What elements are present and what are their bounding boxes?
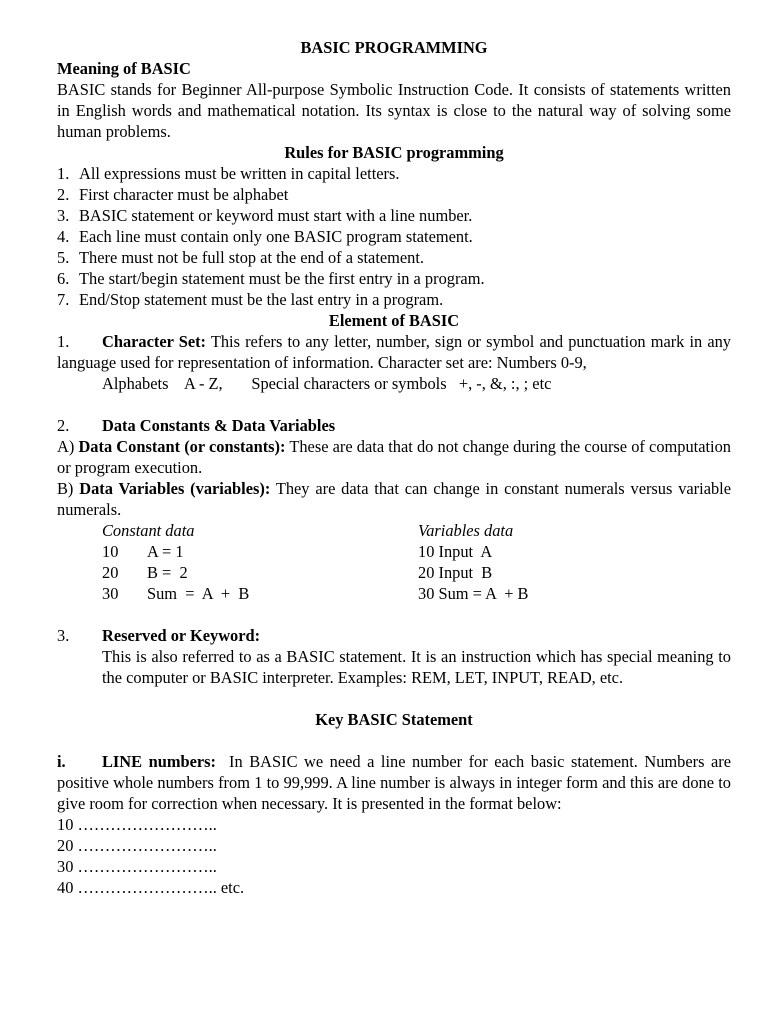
rule-number: 6.: [57, 269, 70, 288]
line-example: 10 ……………………..: [57, 815, 217, 834]
line-number: 20: [102, 563, 119, 582]
line-numbers-index: i.: [57, 752, 66, 771]
data-constant-paragraph: [57, 436, 731, 478]
constant-label: A): [57, 437, 75, 456]
meaning-text: BASIC stands for Beginner All-purpose Symbolic Instruction Code. It consists of statements written in English words and mathematical notation. Its syntax is close to the natural way of solving some human problems.: [57, 80, 731, 141]
rule-text: End/Stop statement must be the last entry in a program.: [79, 290, 444, 309]
reserved-number: 3.: [57, 626, 70, 645]
variables-data-header: Variables data: [418, 521, 514, 540]
variable-statement: 20 Input B: [418, 563, 493, 582]
rule-item: [57, 226, 731, 247]
line-example: 30 ……………………..: [57, 857, 217, 876]
rule-text: BASIC statement or keyword must start with a line number.: [79, 206, 473, 225]
variable-statement: 30 Sum = A + B: [418, 584, 529, 603]
constant-data-header: Constant data: [102, 521, 195, 540]
data-variable-paragraph: [57, 478, 731, 520]
line-numbers-title: LINE numbers:: [102, 752, 216, 771]
variable-statement: 10 Input A: [418, 542, 493, 561]
rules-heading: Rules for BASIC programming: [284, 143, 504, 162]
charset-list: Alphabets A - Z, Special characters or symbols +, -, &, :, ; etc: [102, 374, 552, 393]
rule-item: [57, 205, 731, 226]
data-section-number: 2.: [57, 416, 70, 435]
line-numbers-text: In BASIC we need a line number for each basic statement. Numbers are positive whole numbers from 1 to 99,999. A line number is always in integer form and this are done to give room for correction when necessary. It is presented in the format below:: [57, 752, 731, 813]
table-row: [57, 583, 731, 604]
rule-text: The start/begin statement must be the first entry in a program.: [79, 269, 485, 288]
constant-title: Data Constant (or constants):: [78, 437, 286, 456]
rule-item: [57, 268, 731, 289]
statement: Sum = A + B: [147, 584, 250, 603]
rule-number: 1.: [57, 164, 70, 183]
rule-text: There must not be full stop at the end of a statement.: [79, 248, 425, 267]
data-table-header: [57, 520, 731, 541]
line-example: 40 …………………….. etc.: [57, 878, 245, 897]
line-number: 30: [102, 584, 119, 603]
variable-title: Data Variables (variables):: [79, 479, 271, 498]
rule-item: [57, 184, 731, 205]
statement: A = 1: [147, 542, 184, 561]
line-numbers-paragraph: [57, 751, 731, 814]
document-title: BASIC PROGRAMMING: [300, 38, 488, 57]
rule-text: Each line must contain only one BASIC program statement.: [79, 227, 473, 246]
charset-title: Character Set:: [102, 332, 207, 351]
variable-text: They are data that can change in constant numerals versus variable numerals.: [57, 479, 731, 519]
elements-heading: Element of BASIC: [328, 311, 460, 330]
document-content: [57, 37, 731, 898]
rule-number: 7.: [57, 290, 70, 309]
table-row: [57, 541, 731, 562]
data-section-title: Data Constants & Data Variables: [102, 416, 336, 435]
rule-number: 4.: [57, 227, 70, 246]
charset-number: 1.: [57, 332, 70, 351]
line-number: 10: [102, 542, 119, 561]
rules-list: [57, 163, 731, 310]
rule-number: 2.: [57, 185, 70, 204]
rule-number: 3.: [57, 206, 70, 225]
rule-text: All expressions must be written in capital letters.: [79, 164, 400, 183]
table-row: [57, 562, 731, 583]
rule-number: 5.: [57, 248, 70, 267]
line-example: 20 ……………………..: [57, 836, 217, 855]
statement: B = 2: [147, 563, 188, 582]
key-statement-heading: Key BASIC Statement: [315, 710, 473, 729]
reserved-heading: [57, 625, 731, 646]
charset-paragraph: [57, 331, 731, 373]
variable-label: B): [57, 479, 74, 498]
data-section-heading: [57, 415, 731, 436]
reserved-title: Reserved or Keyword:: [102, 626, 261, 645]
rule-item: [57, 289, 731, 310]
rule-item: [57, 247, 731, 268]
reserved-text: This is also referred to as a BASIC statement. It is an instruction which has special meaning to the computer or BASIC interpreter. Examples: REM, LET, INPUT, READ, etc.: [102, 647, 731, 687]
charset-text: This refers to any letter, number, sign or symbol and punctuation mark in any language used for representation of information. Character set are: Numbers 0-9,: [57, 332, 731, 372]
meaning-heading: Meaning of BASIC: [57, 59, 191, 78]
constant-text: These are data that do not change during the course of computation or program execution.: [57, 437, 731, 477]
rule-item: [57, 163, 731, 184]
rule-text: First character must be alphabet: [79, 185, 289, 204]
